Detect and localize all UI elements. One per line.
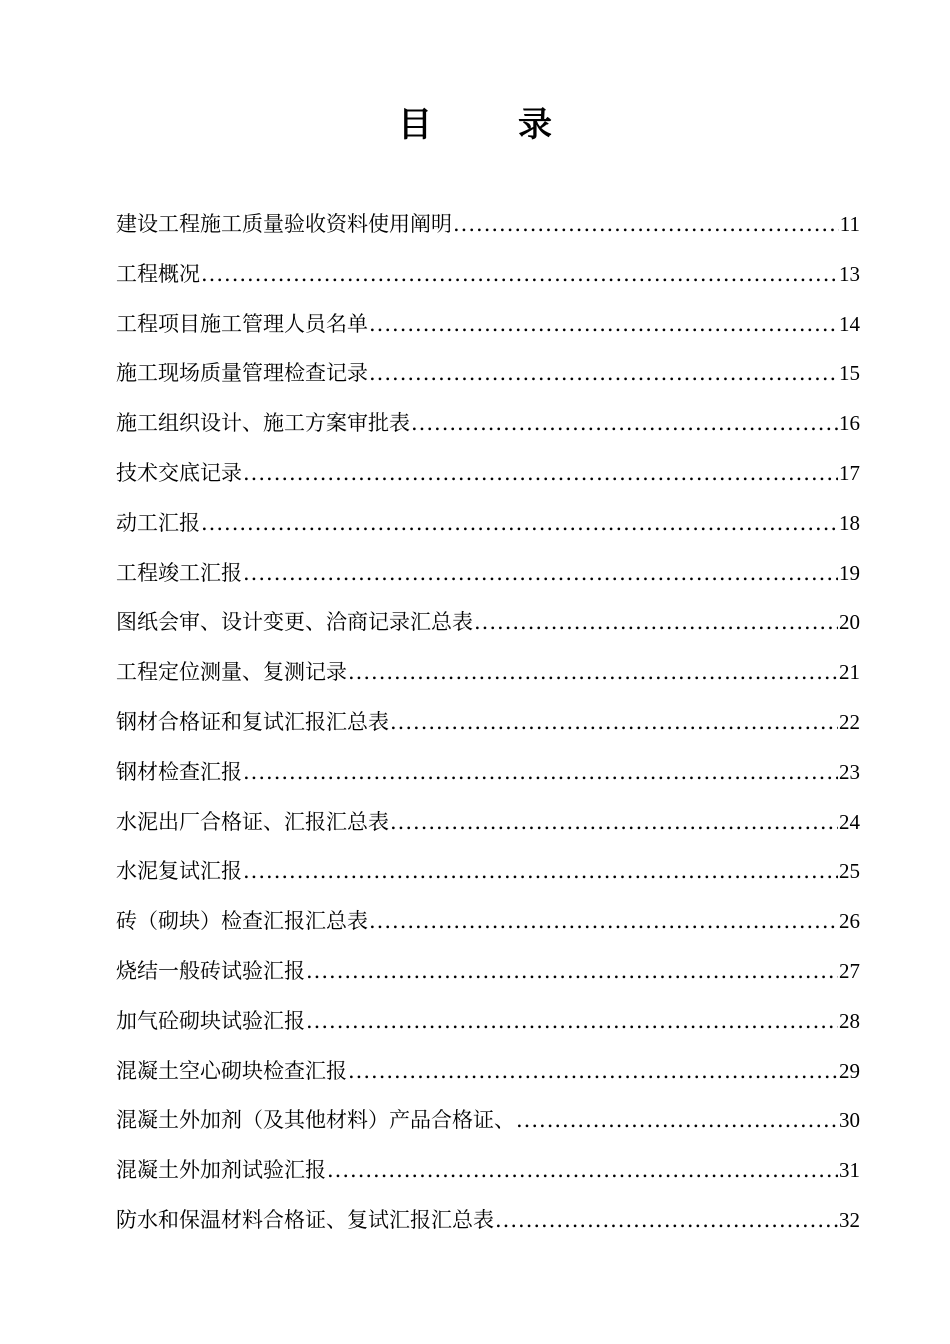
toc-leader-dots <box>516 1096 838 1146</box>
toc-entry-label: 工程项目施工管理人员名单 <box>116 311 368 336</box>
toc-entry-label: 图纸会审、设计变更、洽商记录汇总表 <box>116 610 473 635</box>
toc-entry-label: 烧结一般砖试验汇报 <box>116 958 305 983</box>
toc-entry-page: 30 <box>839 1108 860 1133</box>
toc-entry-page: 29 <box>839 1058 860 1083</box>
toc-leader-dots <box>369 897 838 947</box>
toc-leader-dots <box>453 200 839 250</box>
toc-entry[interactable] <box>116 349 860 399</box>
toc-entry[interactable] <box>116 1096 860 1146</box>
toc-entry-page: 15 <box>839 361 860 386</box>
toc-entry-page: 11 <box>839 212 860 236</box>
toc-entry[interactable] <box>116 897 860 947</box>
toc-entry[interactable] <box>116 698 860 748</box>
toc-entry-label: 混凝土外加剂（及其他材料）产品合格证、 <box>116 1108 515 1133</box>
title-char-2: 录 <box>518 105 552 145</box>
toc-leader-dots <box>390 798 838 848</box>
toc-entry-label: 水泥复试汇报 <box>116 859 242 884</box>
toc-entry-label: 技术交底记录 <box>116 460 242 485</box>
toc-entry-page: 20 <box>839 610 860 635</box>
toc-leader-dots <box>495 1196 838 1246</box>
toc-leader-dots <box>474 598 838 648</box>
toc-entry-page: 27 <box>839 958 860 983</box>
toc-leader-dots <box>390 698 838 748</box>
toc-entry[interactable] <box>116 300 860 350</box>
toc-leader-dots <box>306 947 838 997</box>
toc-entry-page: 21 <box>839 660 860 685</box>
toc-entry-label: 加气砼砌块试验汇报 <box>116 1008 305 1033</box>
toc-entry[interactable] <box>116 947 860 997</box>
toc-entry-label: 防水和保温材料合格证、复试汇报汇总表 <box>116 1207 494 1232</box>
toc-entry-label: 建设工程施工质量验收资料使用阐明 <box>116 212 452 236</box>
toc-entry-label: 混凝土空心砌块检查汇报 <box>116 1058 347 1083</box>
toc-leader-dots <box>243 449 838 499</box>
toc-entry-label: 动工汇报 <box>116 510 200 535</box>
toc-entry-page: 16 <box>839 411 860 436</box>
toc-entry[interactable] <box>116 847 860 897</box>
toc-entry-label: 钢材检查汇报 <box>116 759 242 784</box>
toc-entry[interactable] <box>116 549 860 599</box>
toc-entry[interactable] <box>116 399 860 449</box>
toc-leader-dots <box>243 549 838 599</box>
toc-entry[interactable] <box>116 250 860 300</box>
toc-entry-label: 工程定位测量、复测记录 <box>116 660 347 685</box>
toc-entry[interactable] <box>116 598 860 648</box>
toc-leader-dots <box>369 300 838 350</box>
toc-entry[interactable] <box>116 997 860 1047</box>
toc-entry-label: 施工组织设计、施工方案审批表 <box>116 411 410 436</box>
toc-entry-page: 13 <box>839 261 860 286</box>
toc-leader-dots <box>243 748 838 798</box>
toc-entry-page: 26 <box>839 909 860 934</box>
toc-leader-dots <box>369 349 838 399</box>
toc-entry[interactable] <box>116 648 860 698</box>
toc-leader-dots <box>306 997 838 1047</box>
toc-entry-page: 25 <box>839 859 860 884</box>
toc-entry-label: 工程概况 <box>116 261 200 286</box>
toc-leader-dots <box>348 1047 838 1097</box>
toc-entry-page: 18 <box>839 510 860 535</box>
toc-leader-dots <box>201 499 838 549</box>
toc-entry-label: 砖（砌块）检查汇报汇总表 <box>116 909 368 934</box>
toc-entry-page: 28 <box>839 1008 860 1033</box>
toc-entry[interactable] <box>116 499 860 549</box>
toc-entry-page: 24 <box>839 809 860 834</box>
toc-entry-page: 14 <box>839 311 860 336</box>
toc-leader-dots <box>411 399 838 449</box>
toc-entry-label: 工程竣工汇报 <box>116 560 242 585</box>
toc-entry[interactable] <box>116 1146 860 1196</box>
toc-entry-label: 施工现场质量管理检查记录 <box>116 361 368 386</box>
toc-entry[interactable] <box>116 748 860 798</box>
toc-entry-page: 19 <box>839 560 860 585</box>
page-title <box>0 100 950 150</box>
toc-entry[interactable] <box>116 449 860 499</box>
title-char-1: 目 <box>398 105 432 145</box>
toc-leader-dots <box>327 1146 838 1196</box>
toc-entry-page: 22 <box>839 709 860 734</box>
toc-entry-label: 钢材合格证和复试汇报汇总表 <box>116 709 389 734</box>
toc-entry-label: 混凝土外加剂试验汇报 <box>116 1158 326 1183</box>
toc-entry-label: 水泥出厂合格证、汇报汇总表 <box>116 809 389 834</box>
toc-entry[interactable] <box>116 1196 860 1246</box>
toc-entry[interactable] <box>116 1047 860 1097</box>
toc-entry-page: 23 <box>839 759 860 784</box>
toc-leader-dots <box>243 847 838 897</box>
toc-entry-page: 31 <box>839 1158 860 1183</box>
toc-entry[interactable] <box>116 798 860 848</box>
toc-leader-dots <box>201 250 838 300</box>
toc-leader-dots <box>348 648 838 698</box>
toc-entry-page: 17 <box>839 460 860 485</box>
toc-entry[interactable] <box>116 200 860 250</box>
toc-entry-page: 32 <box>839 1207 860 1232</box>
table-of-contents <box>116 200 860 1246</box>
